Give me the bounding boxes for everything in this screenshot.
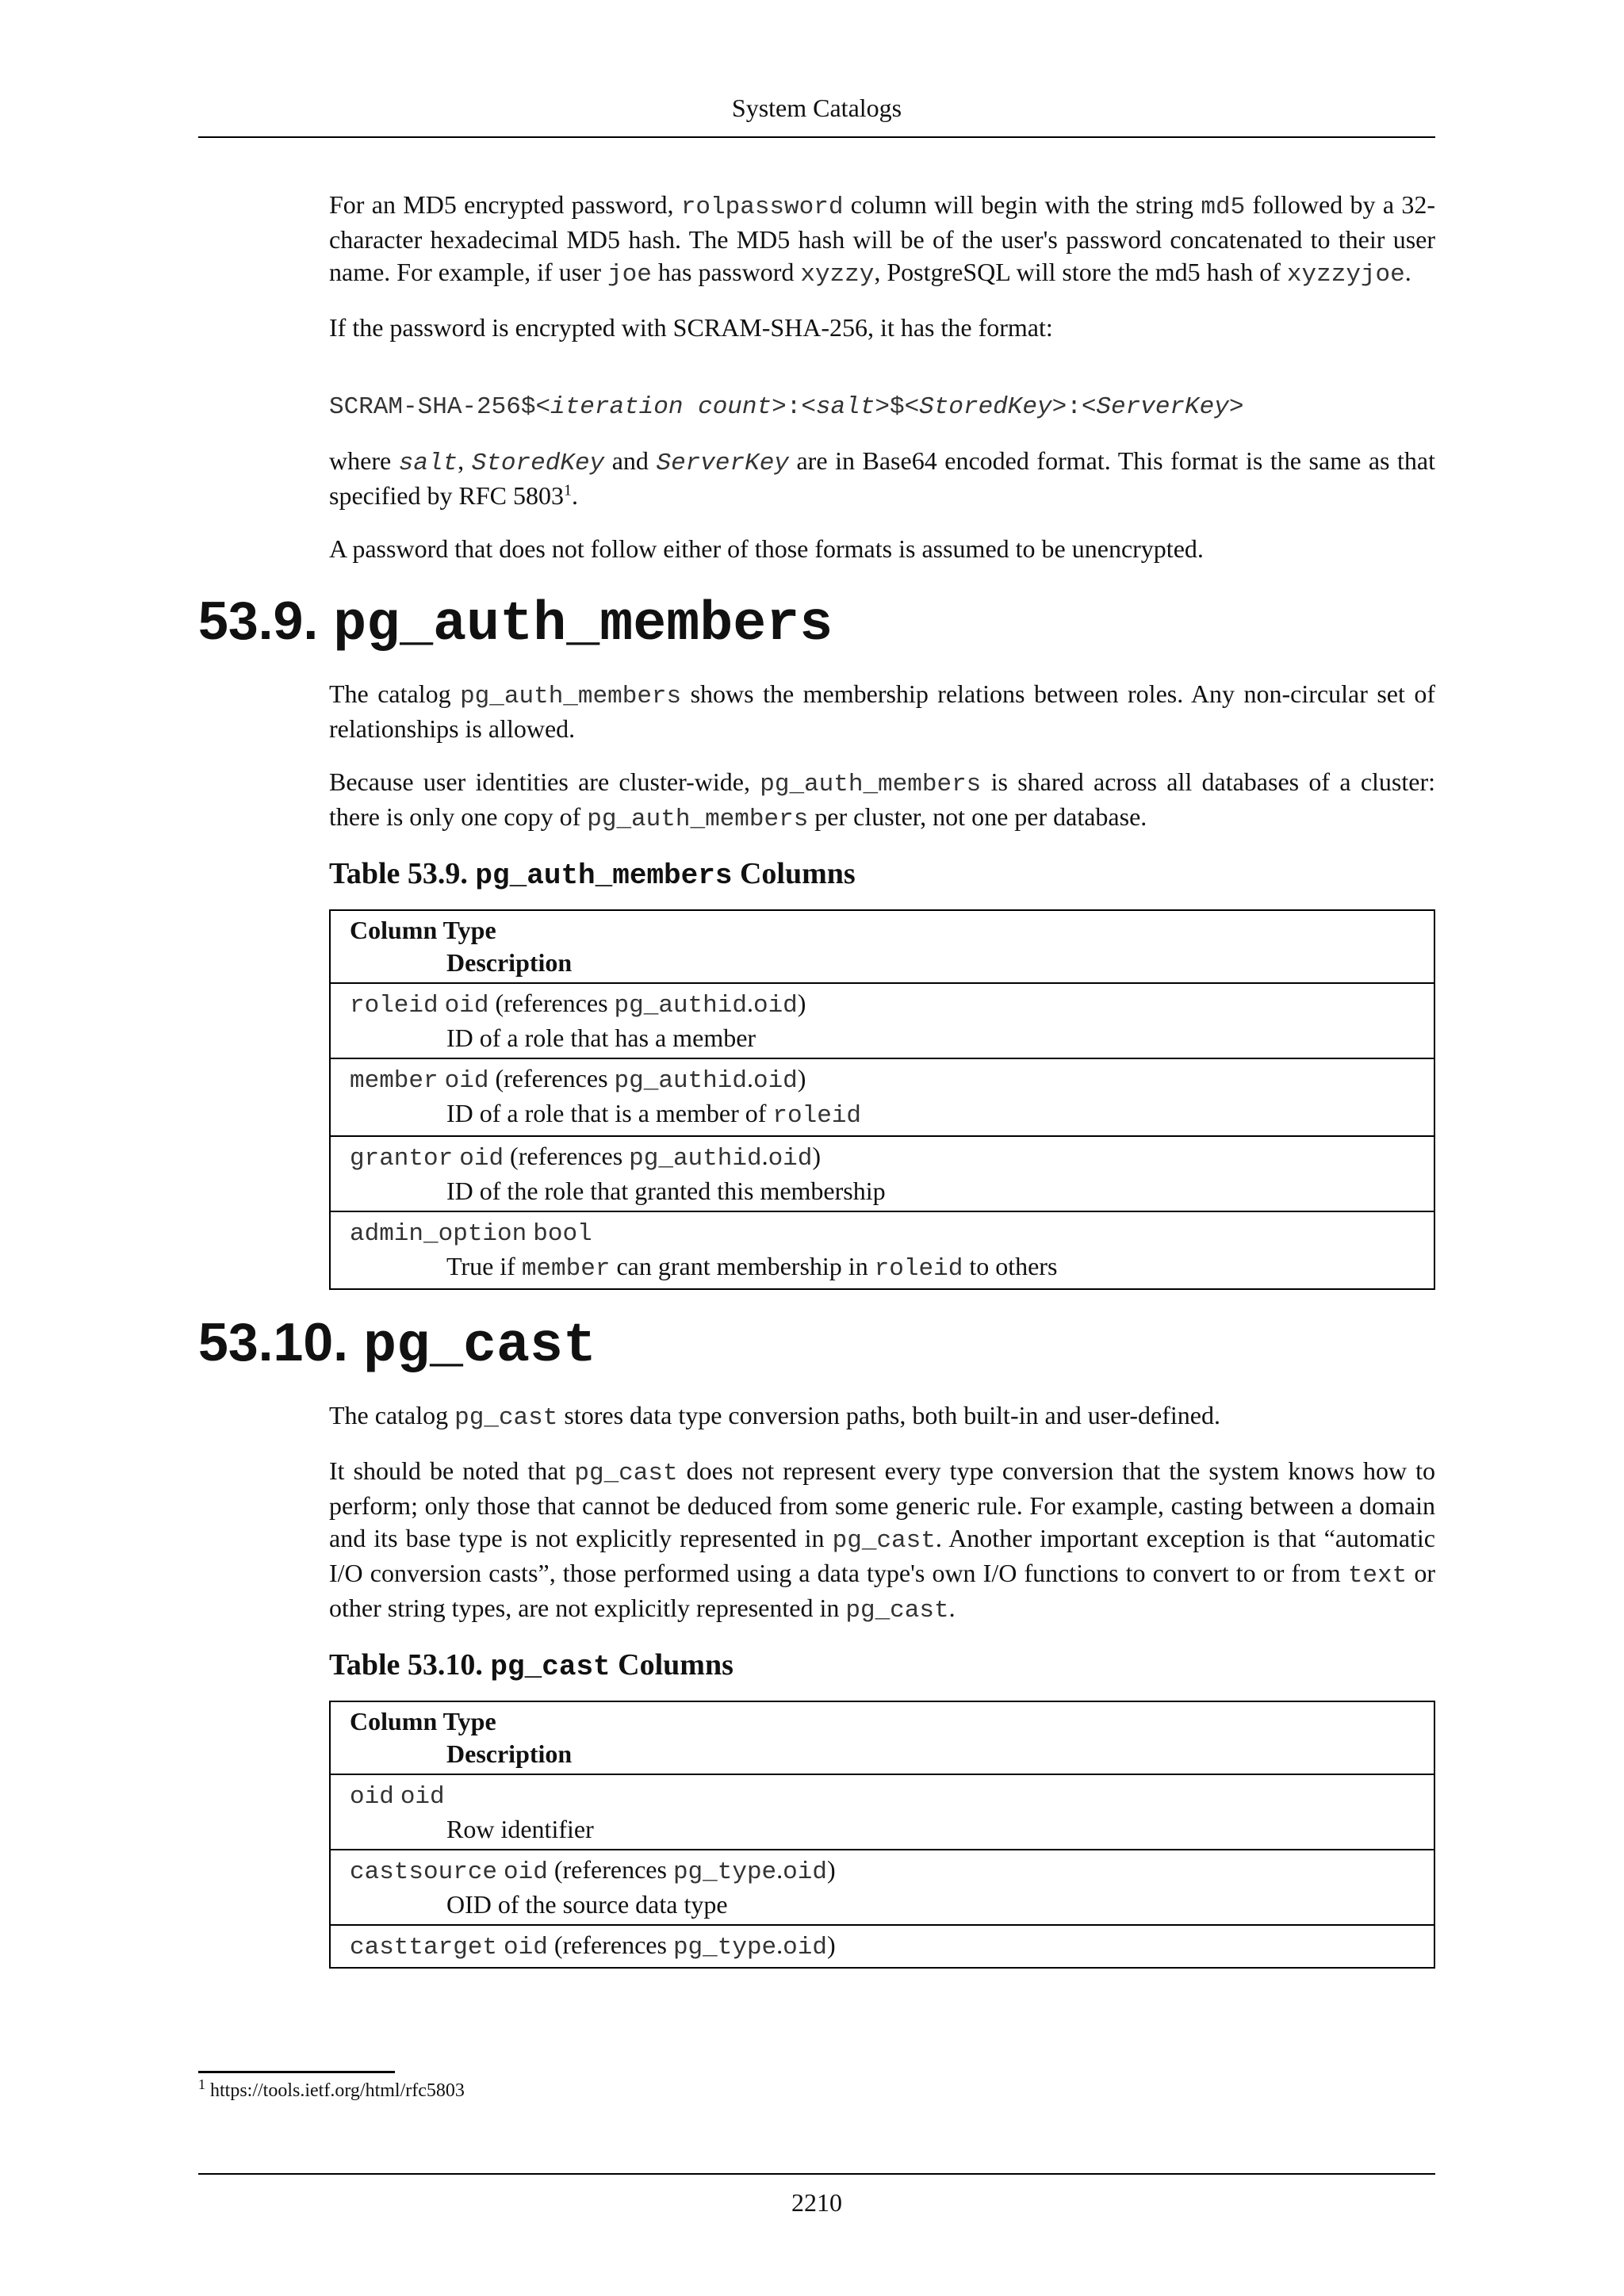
code-part: :	[1067, 393, 1082, 421]
header-rule	[198, 136, 1435, 138]
text: are in Base64 encoded format. This format is the same as that specified by RFC 5803	[329, 446, 1436, 510]
table-header-row	[330, 910, 1434, 983]
section-number: 53.9.	[198, 591, 319, 651]
text: is shared across all databases of a cluster: there is only one copy of	[329, 767, 1436, 831]
pg-cast-note	[329, 1455, 1435, 1627]
column-type: bool	[533, 1220, 592, 1248]
code-placeholder: <iteration count>	[535, 393, 787, 421]
text: followed by a 32-character hexadecimal MD5 hash. The MD5 hash will be of the user's password concatenated to their user name. For example, if user	[329, 190, 1436, 286]
text: where	[329, 446, 399, 475]
table-cell	[330, 983, 1434, 1058]
text: . Another important exception is that “automatic I/O conversion casts”, those performed using a data type's own I/O functions to convert to or from	[329, 1524, 1436, 1587]
table-row	[330, 1211, 1434, 1289]
code-part: $	[889, 393, 905, 421]
column-signature	[350, 1215, 1415, 1250]
section-number: 53.10.	[198, 1312, 349, 1372]
table-header-cell	[330, 910, 1434, 983]
code-member: member	[521, 1255, 611, 1283]
text: .	[746, 989, 753, 1017]
md5-paragraph	[329, 189, 1435, 291]
text: True if	[446, 1252, 522, 1280]
code-pg-auth-members: pg_auth_members	[475, 859, 733, 892]
column-description: OID of the source data type	[446, 1890, 728, 1919]
table-caption-pg-cast	[329, 1647, 1435, 1683]
text: stores data type conversion paths, both built-in and user-defined.	[557, 1401, 1220, 1429]
text: For an MD5 encrypted password,	[329, 190, 681, 219]
text: Because user identities are cluster-wide,	[329, 767, 760, 796]
code-part: :	[786, 393, 802, 421]
column-type: oid	[444, 1067, 489, 1095]
code-joe: joe	[607, 261, 652, 289]
running-header: System Catalogs	[731, 94, 902, 122]
text: to others	[963, 1252, 1058, 1280]
header-description: Description	[446, 948, 573, 977]
table-cell	[330, 1774, 1434, 1850]
scram-format-code	[329, 393, 1435, 421]
text: and	[604, 446, 657, 475]
code-placeholder: <salt>	[801, 393, 890, 421]
code-pg-auth-members: pg_auth_members	[587, 806, 809, 833]
text: )	[797, 1064, 806, 1093]
auth-members-shared	[329, 766, 1435, 836]
ref-table: pg_authid	[614, 992, 747, 1020]
column-signature	[350, 1929, 1415, 1964]
column-description	[350, 1097, 1415, 1132]
text: )	[826, 1855, 836, 1884]
pg-cast-intro	[329, 1399, 1435, 1434]
text: .	[776, 1931, 783, 1959]
header-column-type: Column Type	[350, 1707, 496, 1735]
column-type: oid	[504, 1934, 548, 1961]
table-header-cell	[330, 1701, 1434, 1774]
table-cell	[330, 1850, 1434, 1925]
text: (references	[488, 1064, 615, 1093]
table-cell	[330, 1211, 1434, 1289]
column-name: casttarget	[350, 1934, 498, 1961]
unencrypted-paragraph: A password that does not follow either of those formats is assumed to be unencrypted.	[329, 534, 1204, 563]
text: (references	[547, 1931, 673, 1959]
text: ID of a role that is a member of	[446, 1099, 773, 1127]
table-row	[330, 1774, 1434, 1850]
column-description: ID of a role that has a member	[446, 1024, 756, 1052]
scram-paragraph: If the password is encrypted with SCRAM-SHA-256, it has the format:	[329, 313, 1053, 342]
table-cell	[330, 1136, 1434, 1211]
text: Columns	[732, 857, 856, 890]
ref-table: pg_authid	[629, 1145, 762, 1173]
code-md5: md5	[1201, 193, 1246, 221]
text: .	[948, 1594, 956, 1622]
footnote-rule	[198, 2071, 395, 2073]
table-row	[330, 1058, 1434, 1136]
footnote-mark: 1	[198, 2076, 205, 2092]
table-header-row	[330, 1701, 1434, 1774]
code-storedkey: StoredKey	[471, 450, 605, 477]
text: .	[776, 1855, 783, 1884]
auth-members-intro	[329, 678, 1435, 745]
text: .	[1404, 258, 1411, 286]
text: has password	[651, 258, 801, 286]
section-name: pg_auth_members	[333, 594, 833, 656]
text: The catalog	[329, 679, 461, 708]
code-pg-cast: pg_cast	[832, 1527, 936, 1555]
code-pg-auth-members: pg_auth_members	[460, 683, 682, 710]
base64-paragraph	[329, 445, 1435, 512]
ref-column: oid	[768, 1145, 813, 1173]
column-name: grantor	[350, 1145, 454, 1173]
text: Table 53.9.	[329, 857, 476, 890]
section-heading-auth-members	[198, 586, 1304, 660]
table-row	[330, 1925, 1434, 1968]
footnote	[198, 2076, 465, 2102]
code-pg-cast: pg_cast	[845, 1597, 949, 1624]
code-serverkey: ServerKey	[656, 450, 789, 477]
section-heading-pg-cast	[198, 1307, 1304, 1382]
text: column will begin with the string	[843, 190, 1201, 219]
pg-cast-table	[329, 1701, 1435, 1969]
text: .	[761, 1142, 768, 1170]
text: Columns	[610, 1648, 733, 1682]
column-type: oid	[400, 1783, 445, 1811]
text: , PostgreSQL will store the md5 hash of	[874, 258, 1287, 286]
column-name: admin_option	[350, 1220, 527, 1248]
column-signature	[350, 1778, 1415, 1813]
column-description	[350, 1250, 1415, 1285]
text: shows the membership relations between roles. Any non-circular set of relationships is allowed.	[329, 679, 1436, 743]
ref-column: oid	[783, 1858, 827, 1886]
header-column-type: Column Type	[350, 916, 496, 944]
table-row	[330, 1850, 1434, 1925]
text: It should be noted that	[329, 1456, 575, 1485]
header-description: Description	[446, 1739, 573, 1768]
column-signature	[350, 1854, 1415, 1888]
table-cell	[330, 1058, 1434, 1136]
text: per cluster, not one per database.	[808, 802, 1147, 831]
ref-column: oid	[753, 1067, 798, 1095]
code-pg-auth-members: pg_auth_members	[760, 771, 982, 798]
text: .	[746, 1064, 753, 1093]
page-body	[198, 189, 1436, 1986]
text: does not represent every type conversion that the system knows how to perform; only those that cannot be deduced from some generic rule. For example, casting between a domain and its base type is not explicitly represented in	[329, 1456, 1436, 1552]
text: can grant membership in	[610, 1252, 875, 1280]
footer-rule	[198, 2173, 1435, 2175]
code-placeholder: <ServerKey>	[1081, 393, 1244, 421]
column-name: member	[350, 1067, 439, 1095]
text: )	[812, 1142, 822, 1170]
code-pg-cast: pg_cast	[574, 1460, 678, 1487]
footnote-ref[interactable]: 1	[563, 481, 572, 499]
code-roleid: roleid	[772, 1102, 862, 1130]
code-text: text	[1347, 1562, 1408, 1590]
page-number: 2210	[791, 2188, 842, 2217]
column-type: oid	[444, 992, 489, 1020]
column-description: Row identifier	[446, 1815, 594, 1843]
text: (references	[504, 1142, 630, 1170]
text: (references	[488, 989, 615, 1017]
column-signature	[350, 1062, 1415, 1097]
column-description: ID of the role that granted this membership	[446, 1177, 886, 1205]
code-xyzzy: xyzzy	[800, 261, 875, 289]
table-caption-auth-members	[329, 856, 1435, 892]
column-name: roleid	[350, 992, 439, 1020]
ref-table: pg_type	[672, 1858, 777, 1886]
text: ,	[458, 446, 472, 475]
column-name: castsource	[350, 1858, 498, 1886]
table-row	[330, 1136, 1434, 1211]
code-pg-cast: pg_cast	[454, 1404, 558, 1432]
text: )	[797, 989, 806, 1017]
column-type: oid	[504, 1858, 548, 1886]
column-signature	[350, 1140, 1415, 1175]
code-part: SCRAM-SHA-256$	[329, 393, 536, 421]
text: .	[571, 481, 578, 510]
auth-members-table	[329, 909, 1435, 1290]
ref-column: oid	[753, 992, 798, 1020]
text: or other string types, are not explicitly represented in	[329, 1559, 1436, 1622]
ref-column: oid	[783, 1934, 827, 1961]
code-xyzzyjoe: xyzzyjoe	[1286, 261, 1405, 289]
code-roleid: roleid	[874, 1255, 963, 1283]
ref-table: pg_authid	[614, 1067, 747, 1095]
code-salt: salt	[398, 450, 458, 477]
footnote-link[interactable]: https://tools.ietf.org/html/rfc5803	[205, 2080, 465, 2101]
column-type: oid	[459, 1145, 504, 1173]
section-name: pg_cast	[362, 1315, 597, 1378]
code-pg-cast: pg_cast	[490, 1651, 611, 1683]
text: Table 53.10.	[329, 1648, 491, 1682]
table-cell	[330, 1925, 1434, 1968]
ref-table: pg_type	[672, 1934, 777, 1961]
code-rolpassword: rolpassword	[680, 193, 844, 221]
column-name: oid	[350, 1783, 394, 1811]
text: (references	[547, 1855, 673, 1884]
column-signature	[350, 987, 1415, 1022]
table-row	[330, 983, 1434, 1058]
code-placeholder: <StoredKey>	[904, 393, 1067, 421]
text: The catalog	[329, 1401, 455, 1429]
text: )	[826, 1931, 836, 1959]
